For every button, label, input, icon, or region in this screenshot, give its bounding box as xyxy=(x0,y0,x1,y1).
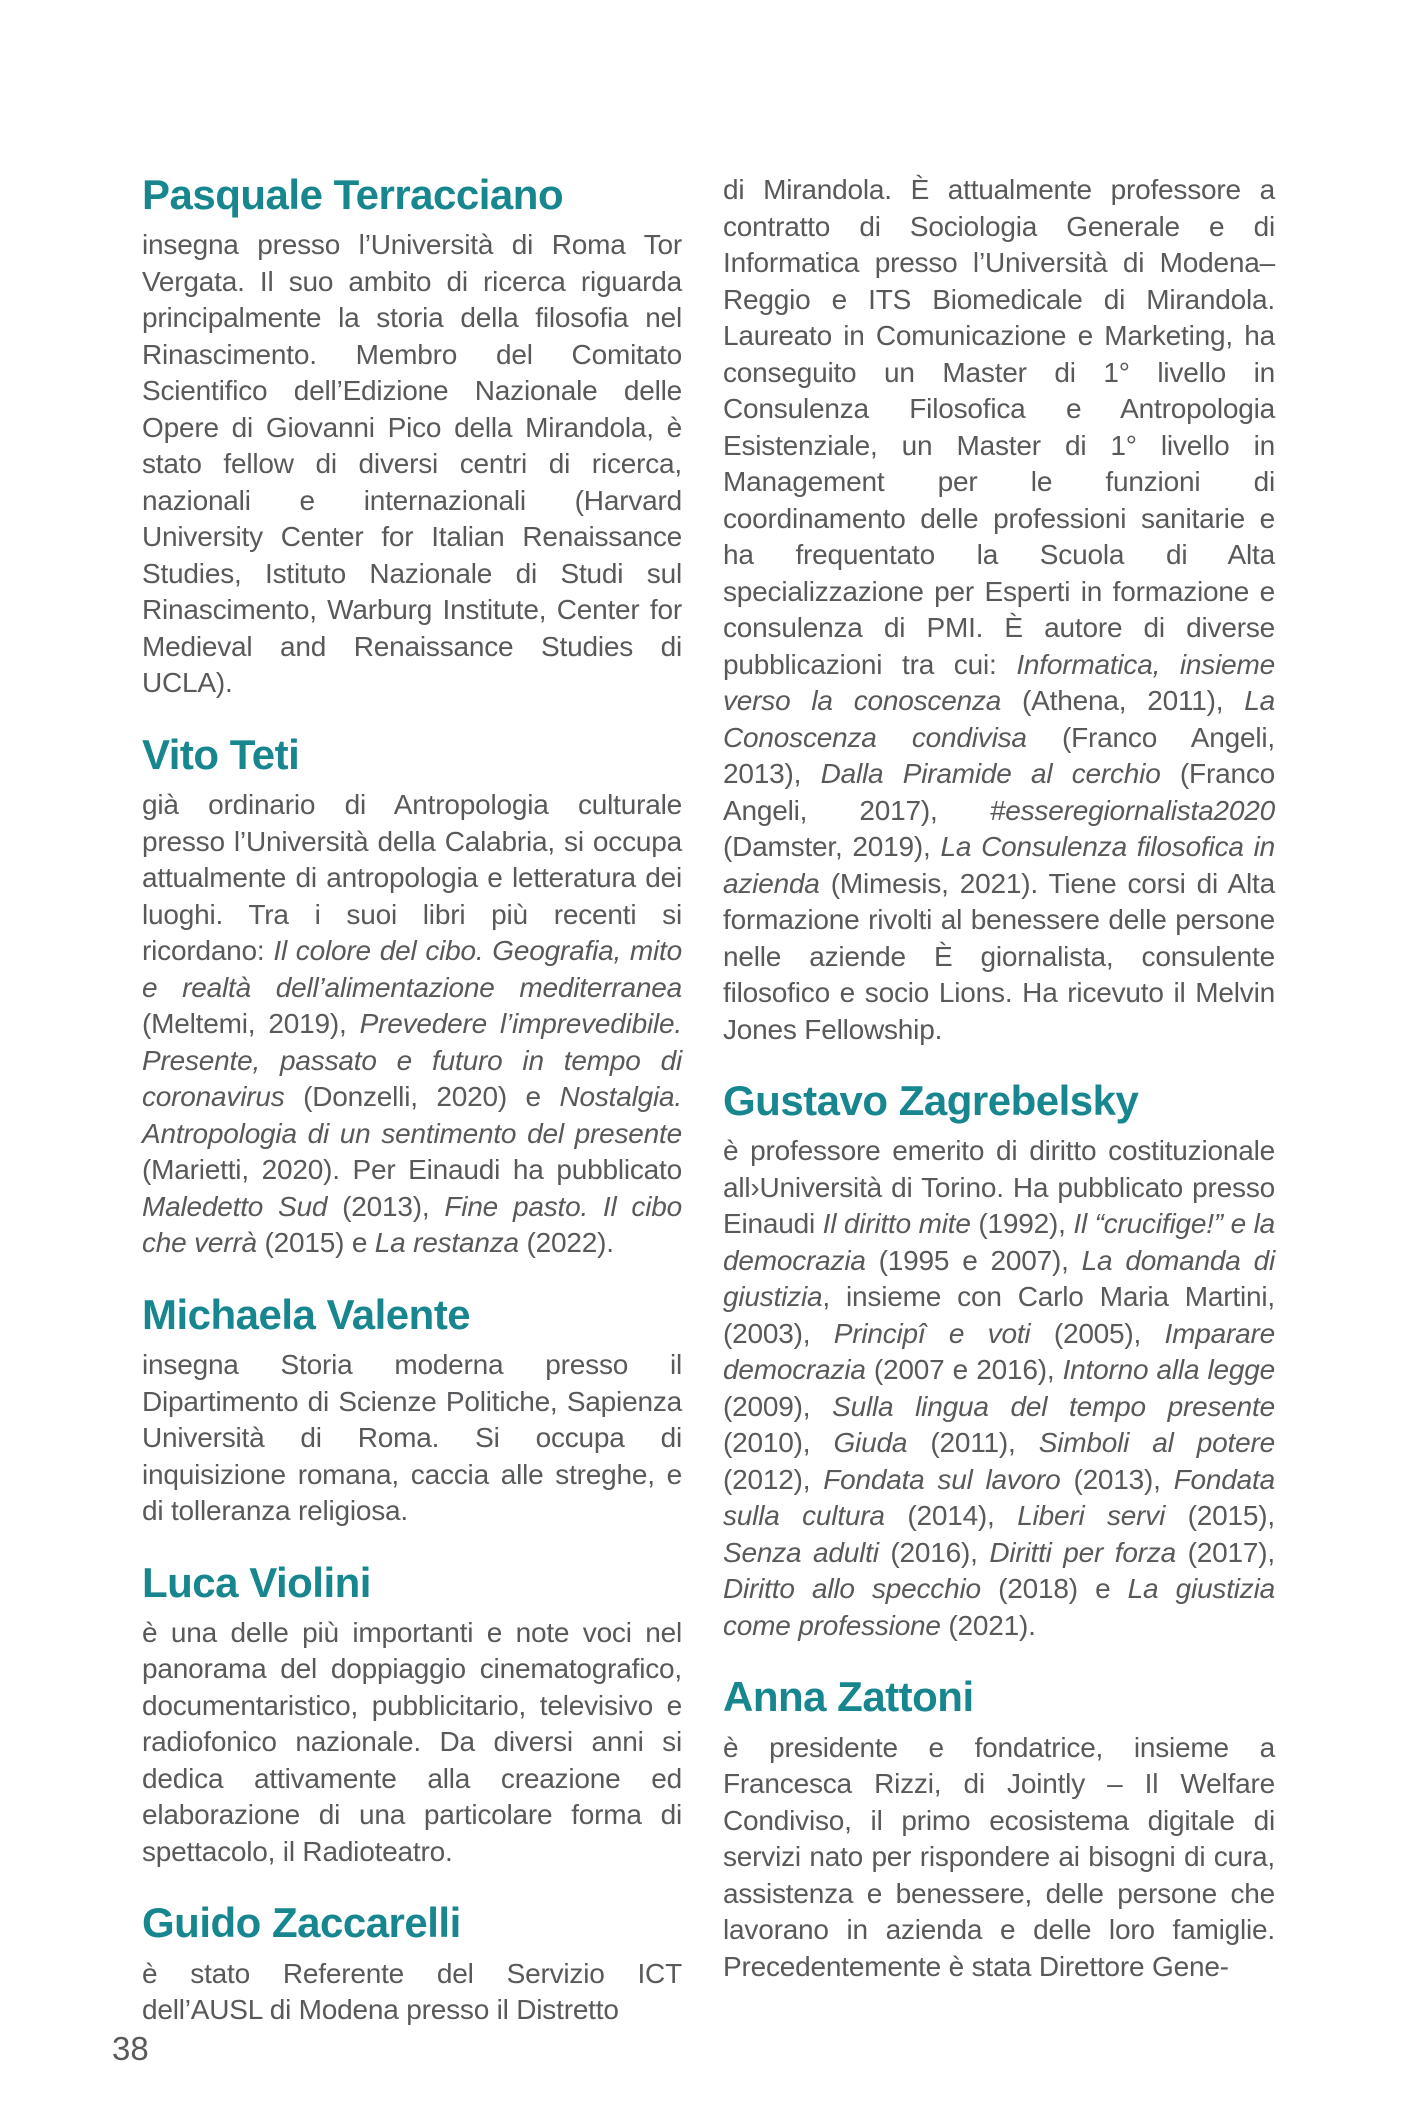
bio-text: (Franco Angeli, 2017), xyxy=(723,758,1276,826)
book-title-text: Fondata sulla cultura xyxy=(723,1463,1275,1532)
bio-text: (Donzelli, 2020) e xyxy=(284,1081,560,1113)
bio-text: (2015), xyxy=(1165,1500,1275,1532)
bio-paragraph xyxy=(723,1730,1275,1986)
bio-paragraph xyxy=(142,1615,682,1871)
bio-text: è presidente e fondatrice, insieme a Francesca Rizzi, di Jointly – Il Welfare Condiviso, il primo ecosistema digitale di servizi nato per rispondere ai bisogni di cura, assistenza e benessere, delle persone che lavorano in azienda e delle loro famiglie. Precedentemente è stata Direttore Gene- xyxy=(723,1731,1275,1982)
book-title-text: La giustizia come professione xyxy=(723,1573,1275,1641)
book-title-text: Fondata sul lavoro xyxy=(823,1463,1061,1495)
bio-text: (2010), xyxy=(723,1427,834,1459)
bio-text: (2014), xyxy=(884,1500,1018,1532)
bio-text: (Franco Angeli, 2013), xyxy=(723,721,1275,789)
bio-text: insegna Storia moderna presso il Dipartimento di Scienze Politiche, Sapienza Università di Roma. Si occupa di inquisizione romana, caccia alle streghe, e di tolleranza religiosa. xyxy=(142,1349,682,1527)
book-title-text: Senza adulti xyxy=(723,1536,879,1568)
author-heading: Pasquale Terracciano xyxy=(142,171,564,218)
book-title-text: Prevedere l’imprevedibile. Presente, passato e futuro in tempo di coronavirus xyxy=(142,1008,683,1113)
bio-text: (2015) e xyxy=(256,1227,375,1259)
book-title-text: Giuda xyxy=(833,1427,908,1459)
bio-text: (2012), xyxy=(723,1463,824,1495)
book-title-text: Sulla lingua del tempo presente xyxy=(832,1390,1275,1422)
bio-paragraph xyxy=(142,1956,682,2029)
book-title-text: Liberi servi xyxy=(1017,1500,1166,1532)
text-column-right xyxy=(723,172,1275,1985)
bio-text: (Damster, 2019), xyxy=(723,831,941,862)
book-title-text: La restanza xyxy=(374,1227,519,1259)
author-heading: Luca Violini xyxy=(142,1558,371,1606)
book-title-text: Nostalgia. Antropologia di un sentimento del presente xyxy=(142,1081,682,1149)
author-heading: Guido Zaccarelli xyxy=(142,1899,461,1947)
book-title-text: La Conoscenza condivisa xyxy=(723,685,1275,753)
bio-text: (2009), xyxy=(723,1390,833,1422)
page-number: 38 xyxy=(112,2030,149,2067)
book-title-text: Maledetto Sud xyxy=(142,1190,328,1222)
author-heading: Anna Zattoni xyxy=(723,1673,974,1721)
book-title-text: Il “crucifige!” e la democrazia xyxy=(723,1208,1275,1276)
bio-text: di Mirandola. È attualmente professore a contratto di Sociologia Generale e di Informatica presso l’Università di Modena–Reggio e ITS Biomedicale di Mirandola. Laureato in Comunicazione e Marketing, ha conseguito un Master di 1° livello in Consulenza Filosofica e Antropologia Esistenziale, un Master di 1° livello in Management per le funzioni di coordinamento delle professioni sanitarie e ha frequentato la Scuola di Alta specializzazione per Esperti in formazione e consulenza di PMI. È autore di diverse pubblicazioni tra cui: xyxy=(723,174,1275,680)
bio-text: (1995 e 2007), xyxy=(865,1244,1082,1276)
bio-text: (2005), xyxy=(1030,1317,1165,1349)
book-title-text: Intorno alla legge xyxy=(1062,1354,1275,1386)
bio-text: è una delle più importanti e note voci nel panorama del doppiaggio cinematografico, documentaristico, pubblicitario, televisivo e radiofonico nazionale. Da diversi anni si dedica attivamente alla creazione ed elaborazione di una particolare forma di spettacolo, il Radioteatro. xyxy=(142,1616,682,1867)
bio-text: (2017), xyxy=(1176,1536,1275,1568)
bio-paragraph xyxy=(142,227,682,702)
book-title-text: Simboli al potere xyxy=(1038,1427,1275,1459)
bio-text: (Marietti, 2020). Per Einaudi ha pubblicato xyxy=(142,1154,682,1186)
bio-paragraph xyxy=(723,1133,1275,1644)
bio-text: insegna presso l’Università di Roma Tor Vergata. Il suo ambito di ricerca riguarda principalmente la storia della filosofia nel Rinascimento. Membro del Comitato Scientifico dell’Edizione Nazionale delle Opere di Giovanni Pico della Mirandola, è stato fellow di diversi centri di ricerca, nazionali e internazionali (Harvard University Center for Italian Renaissance Studies, Istituto Nazionale di Studi sul Rinascimento, Warburg Institute, Center for Medieval and Renaissance Studies di UCLA). xyxy=(142,229,682,699)
book-title-text: La domanda di giustizia xyxy=(723,1244,1275,1313)
bio-text: (2011), xyxy=(907,1427,1039,1459)
text-column-left xyxy=(142,172,682,2029)
book-title-text: Diritto allo specchio xyxy=(723,1573,981,1605)
bio-text: (2021). xyxy=(940,1609,1036,1641)
author-heading: Vito Teti xyxy=(142,730,300,778)
bio-text: (Athena, 2011), xyxy=(1001,685,1245,716)
book-title-text: Il colore del cibo. Geografia, mito e realtà dell’alimentazione mediterranea xyxy=(142,935,682,1003)
bio-paragraph xyxy=(723,172,1275,1048)
book-title-text: Imparare democrazia xyxy=(723,1317,1275,1386)
bio-text: (2007 e 2016), xyxy=(865,1354,1063,1386)
bio-paragraph xyxy=(142,1347,682,1530)
book-title-text: La Consulenza filosofica in azienda xyxy=(723,831,1275,899)
book-title-text: Il diritto mite xyxy=(822,1208,971,1240)
bio-text: (2013), xyxy=(1060,1463,1174,1495)
bio-text: (1992), xyxy=(970,1208,1074,1240)
bio-text: (2016), xyxy=(878,1536,990,1568)
bio-text: (2022). xyxy=(518,1227,614,1259)
bio-text: (Mimesis, 2021). Tiene corsi di Alta formazione rivolti al benessere delle persone nelle aziende È giornalista, consulente filosofico e socio Lions. Ha ricevuto il Melvin Jones Fellowship. xyxy=(723,867,1275,1045)
bio-text: (2018) e xyxy=(980,1573,1128,1605)
book-title-text: Dalla Piramide al cerchio xyxy=(820,758,1161,789)
bio-text: (2013), xyxy=(327,1190,445,1222)
bio-text: (Meltemi, 2019), xyxy=(142,1008,360,1040)
bio-text: già ordinario di Antropologia culturale presso l’Università della Calabria, si occupa attualmente di antropologia e letteratura dei luoghi. Tra i suoi libri più recenti si ricordano: xyxy=(142,789,682,967)
bio-text: è professore emerito di diritto costituzionale all›Università di Torino. Ha pubblicato presso Einaudi xyxy=(723,1135,1275,1240)
author-heading: Michaela Valente xyxy=(142,1290,471,1338)
book-title-text: #esseregiornalista2020 xyxy=(989,794,1275,826)
bio-text: è stato Referente del Servizio ICT dell’AUSL di Modena presso il Distretto xyxy=(142,1957,682,2026)
book-title-text: Diritti per forza xyxy=(989,1536,1177,1568)
bio-text: , insieme con Carlo Maria Martini, (2003), xyxy=(723,1281,1275,1349)
book-title-text: Fine pasto. Il cibo che verrà xyxy=(142,1190,682,1259)
book-title-text: Principî e voti xyxy=(833,1317,1031,1349)
book-title-text: Informatica, insieme verso la conoscenza xyxy=(723,648,1275,716)
bio-paragraph xyxy=(142,787,682,1262)
author-heading: Gustavo Zagrebelsky xyxy=(723,1077,1139,1124)
